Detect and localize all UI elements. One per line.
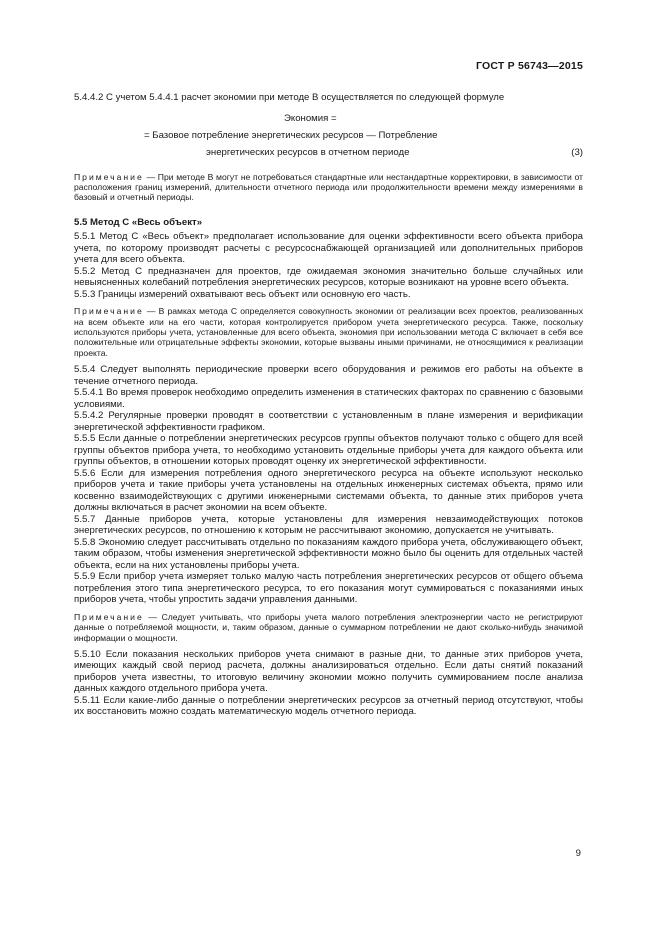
paragraph-5-5-1: 5.5.1 Метод С «Весь объект» предполагает использование для оценки эффективности всего объекта прибора учета, по которому производят расчеты с ресурсоснабжающей организацией или дополнительных приборов учета для всего объекта.: [74, 231, 583, 266]
paragraph-5-5-4-2: 5.5.4.2 Регулярные проверки проводят в соответствии с установленным в плане измерения и верификации энергетической эффективности графиком.: [74, 410, 583, 433]
paragraph-5-5-5: 5.5.5 Если данные о потреблении энергетических ресурсов группы объектов получают только с общего для всей группы объектов прибора учета, то необходимо установить отдельные приборы учета для каждого объекта или группы объектов, в отношении которых проводят оценку их энергетической эффективности.: [74, 433, 583, 468]
formula-line-1: [74, 113, 583, 130]
paragraph-5-5-8: 5.5.8 Экономию следует рассчитывать отдельно по показаниям каждого прибора учета, обслуживающего объект, таким образом, чтобы изменения энергетической эффективности можно было бы оценить для отдельных частей объекта, если на них установлены приборы учета.: [74, 536, 583, 571]
paragraph-5-5-10: 5.5.10 Если показания нескольких приборов учета снимают в разные дни, то данные этих приборов учета, имеющих каждый свой период расчета, должны анализироваться отдельно. Если даты снятий показаний приборов учета известны, то итоговую величину экономии можно получить суммированием после анализа данных каждого отдельного прибора учета.: [74, 648, 583, 695]
paragraph-5-5-6: 5.5.6 Если для измерения потребления одного энергетического ресурса на объекте используют несколько приборов учета и такие приборы учета установлены на отдельных инженерных системах объекта, прямо или косвенно взаимодействующих с другими инженерными системами объекта, то данные этих приборов учета должны включаться в расчет экономии на всем объекте.: [74, 467, 583, 514]
paragraph-5-5-7: 5.5.7 Данные приборов учета, которые установлены для измерения невзаимодействующих потоков энергетических ресурсов, по отношению к которым не рассчитывают экономию, допускается не учитывать.: [74, 513, 583, 537]
paragraph-5-5-4-1: 5.5.4.1 Во время проверок необходимо определить изменения в статических факторах по сравнению с базовыми условиями.: [74, 387, 583, 410]
paragraph-5-5-11: 5.5.11 Если какие-либо данные о потреблении энергетических ресурсов за отчетный период отсутствуют, чтобы их восстановить можно создать математическую модель отчетного периода.: [74, 694, 583, 718]
paragraph-5-5-3: 5.5.3 Границы измерений охватывают весь объект или основную его часть.: [74, 288, 411, 300]
formula-line-3: [74, 147, 583, 164]
formula-line-2: [74, 130, 583, 147]
intro-paragraph: 5.4.4.2 С учетом 5.4.4.1 расчет экономии при методе В осуществляется по следующей формуле: [74, 92, 505, 103]
note-1: [74, 172, 583, 203]
note-2-text: — В рамках метода С определяется совокупность экономии от реализации всех проектов, реализованных на всем объекте или на его части, которая контролируется прибором учета энергетического ресурса. Также, поскольку используются приборы учета, установленные для всего объекта, экономия при использовании метода С включает в себя все положительные или отрицательные эффекты экономии, которые вызваны иными причинами, не относящимися к реализации проекта.: [74, 306, 583, 358]
section-title: 5.5 Метод С «Весь объект»: [74, 216, 203, 228]
formula-text-3: энергетических ресурсов в отчетном периоде: [206, 146, 410, 158]
paragraph-5-5-4: 5.5.4 Следует выполнять периодические проверки всего оборудования и режимов его работы на объекте в течение отчетного периода.: [74, 364, 583, 387]
standard-header: ГОСТ Р 56743—2015: [475, 60, 583, 72]
formula-text-1: Экономия =: [284, 112, 337, 124]
page-number: 9: [575, 848, 581, 859]
document-body: [74, 92, 583, 718]
formula-text-2: = Базовое потребление энергетических ресурсов — Потребление: [144, 129, 438, 141]
paragraph-5-5-2: 5.5.2 Метод С предназначен для проектов, где ожидаемая экономия значительно больше случайных или невыясненных колебаний потребления энергетических ресурсов, которые возникают на уровне всего объекта.: [74, 265, 583, 289]
note-2: [74, 306, 583, 358]
note-2-label: Примечание: [74, 306, 144, 317]
note-3-label: Примечание: [74, 611, 144, 622]
formula-number: (3): [571, 146, 583, 158]
note-3: [74, 612, 583, 643]
note-3-text: — Следует учитывать, что приборы учета малого потребления электроэнергии часто не регистрируют данные о потребляемой мощности, и, таким образом, данные о суммарном потреблении не дают сколько-нибудь значимой информации о мощности.: [74, 611, 583, 643]
note-1-text: — При методе В могут не потребоваться стандартные или нестандартные корректировки, в зависимости от расположения границ измерений, длительности отчетного периода или продолжительности времени между измерениями в базовый и отчетный периоды.: [74, 171, 583, 203]
note-1-label: Примечание: [74, 171, 144, 182]
paragraph-5-5-9: 5.5.9 Если прибор учета измеряет только малую часть потребления энергетических ресурсов от общего объема потребления этого типа энергетического ресурса, то его показания могут суммироваться с показаниями иных приборов учета, чтобы упростить задачи управления данными.: [74, 571, 583, 606]
